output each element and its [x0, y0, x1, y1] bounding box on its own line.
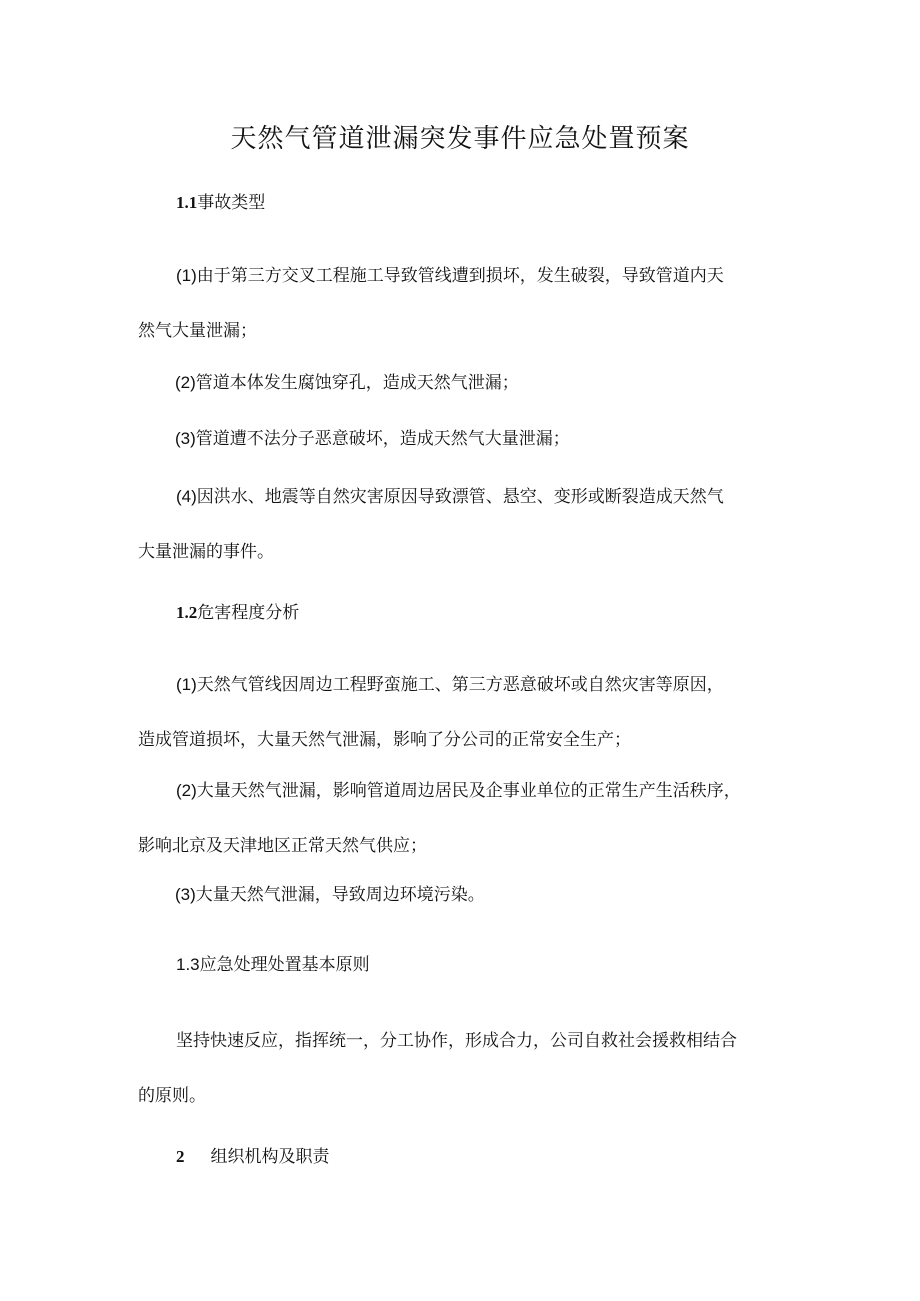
list-item [138, 657, 788, 768]
item-text-line2: 影响北京及天津地区正常天然气供应； [138, 836, 427, 856]
section-title: 危害程度分析 [197, 603, 300, 623]
section-title: 组织机构及职责 [210, 1147, 330, 1167]
item-marker: (4) [176, 487, 197, 506]
list-item [175, 368, 519, 398]
item-marker: (2) [176, 781, 197, 800]
item-text-line2: 造成管道损坏，大量天然气泄漏，影响了分公司的正常安全生产； [138, 730, 631, 750]
section-heading-1-1 [176, 188, 265, 213]
list-item [138, 469, 788, 580]
section-number: 1.2 [176, 603, 198, 622]
section-title: 事故类型 [197, 193, 266, 213]
item-marker: (1) [176, 266, 197, 285]
list-item [138, 763, 788, 874]
item-marker: (3) [175, 429, 196, 448]
section-number: 1.3 [176, 955, 200, 974]
item-text: 大量天然气泄漏，导致周边环境污染。 [195, 885, 485, 905]
section-number: 1.1 [176, 193, 198, 212]
paragraph-line1: 坚持快速反应，指挥统一，分工协作，形成合力，公司自救社会援救相结合 [176, 1031, 737, 1051]
item-marker: (3) [175, 885, 196, 904]
list-item [175, 880, 485, 910]
item-text-line2: 然气大量泄漏； [138, 321, 257, 341]
item-text-line1: 天然气管线因周边工程野蛮施工、第三方恶意破坏或自然灾害等原因， [196, 675, 724, 695]
list-item [138, 248, 788, 359]
item-text-line1: 因洪水、地震等自然灾害原因导致漂管、悬空、变形或断裂造成天然气 [196, 487, 724, 507]
paragraph-line2: 的原则。 [138, 1086, 206, 1106]
item-marker: (2) [175, 373, 196, 392]
section-heading-1-2 [176, 598, 299, 623]
item-text-line2: 大量泄漏的事件。 [138, 542, 274, 562]
section-title: 应急处理处置基本原则 [199, 955, 370, 975]
section-heading-2 [176, 1142, 330, 1167]
item-text-line1: 大量天然气泄漏，影响管道周边居民及企事业单位的正常生产生活秩序， [196, 781, 741, 801]
paragraph [138, 1014, 788, 1124]
item-text: 管道遭不法分子恶意破坏，造成天然气大量泄漏； [195, 429, 570, 449]
item-text-line1: 由于第三方交叉工程施工导致管线遭到损坏，发生破裂，导致管道内天 [196, 266, 724, 286]
list-item [175, 424, 570, 454]
document-title: 天然气管道泄漏突发事件应急处置预案 [230, 124, 690, 154]
item-marker: (1) [176, 675, 197, 694]
section-number: 2 [176, 1147, 185, 1166]
section-heading-1-3 [176, 950, 370, 975]
item-text: 管道本体发生腐蚀穿孔，造成天然气泄漏； [195, 373, 519, 393]
